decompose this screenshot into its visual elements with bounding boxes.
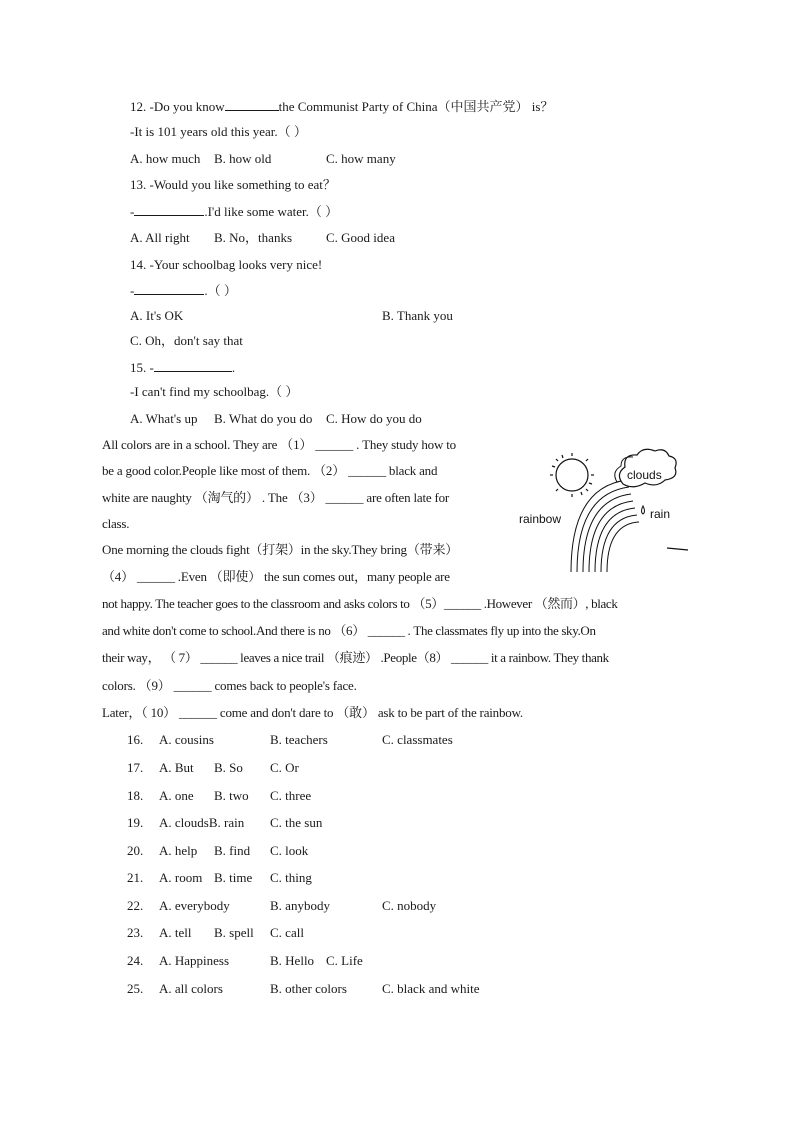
passage-line: One morning the clouds fight（打架）in the sky.They bring（带来） <box>102 542 459 557</box>
question-15-reply: -I can't find my schoolbag.（ ） <box>130 384 299 399</box>
answer-blank <box>154 359 232 372</box>
cloze-option-c: C. black and white <box>382 981 480 996</box>
passage-line: （4） ______ .Even （即使） the sun comes out，many people are <box>102 569 450 584</box>
cloze-option-c: C. thing <box>270 870 312 885</box>
passage-line: and white don't come to school.And there is no （6） ______ . The classmates fly up into the sky.On <box>102 623 596 638</box>
clouds-label: clouds <box>627 468 662 482</box>
cloze-option-b: B. anybody <box>270 898 330 913</box>
cloze-option-c: C. Life <box>326 953 363 968</box>
cloze-option-a: A. cousins <box>159 732 214 747</box>
raindrop-icon <box>642 506 645 514</box>
answer-blank <box>225 98 279 111</box>
passage-line: class. <box>102 516 130 531</box>
cloze-option-b: B. spell <box>214 925 254 940</box>
option-14-b: B. Thank you <box>382 308 453 323</box>
passage-line: their way， （ 7） ______ leaves a nice trail （痕迹） .People（8） ______ it a rainbow. They thank <box>102 650 609 665</box>
option-14-c: C. Oh，don't say that <box>130 333 243 348</box>
cloze-option-a: A. room <box>159 870 203 885</box>
cloze-option-b: B. find <box>214 843 251 858</box>
option-15-c: C. How do you do <box>326 411 422 426</box>
question-15: 15. - . <box>130 360 236 375</box>
cloze-option-b: B. time <box>214 870 253 885</box>
option-12-b: B. how old <box>214 151 272 166</box>
option-13-b: B. No，thanks <box>214 230 293 245</box>
passage-line: colors. （9） ______ comes back to people's face. <box>102 678 357 693</box>
question-13: 13. -Would you like something to eat？ <box>130 177 336 192</box>
option-12-c: C. how many <box>326 151 396 166</box>
option-15-a: A. What's up <box>130 411 198 426</box>
cloze-option-b: B. other colors <box>270 981 347 996</box>
cloze-option-a: A. Happiness <box>159 953 230 968</box>
cloze-number: 21. <box>127 870 144 885</box>
cloud-icon <box>615 449 676 487</box>
cloze-number: 16. <box>127 732 144 747</box>
passage-line: be a good color.People like most of them. （2） ______ black and <box>102 463 438 478</box>
cloze-option-a: A. one <box>159 788 194 803</box>
cloze-option-c: C. look <box>270 843 309 858</box>
cloze-option-c: C. nobody <box>382 898 437 913</box>
sun-icon <box>550 453 594 497</box>
cloze-option-a: A. all colors <box>159 981 223 996</box>
dash-mark <box>667 548 688 550</box>
question-13-reply: - .I'd like some water.（ ） <box>130 204 339 219</box>
cloze-option-a: A. But <box>159 760 194 775</box>
question-14-reply: - .（ ） <box>130 283 237 298</box>
cloze-option-c: C. the sun <box>270 815 323 830</box>
option-14-a: A. It's OK <box>130 308 184 323</box>
rainbow-illustration <box>515 442 695 577</box>
cloze-option-b: B. two <box>214 788 249 803</box>
cloze-option-a: A. help <box>159 843 198 858</box>
passage-line: Later，（ 10） ______ come and don't dare to （敢） ask to be part of the rainbow. <box>102 705 523 720</box>
cloze-number: 24. <box>127 953 144 968</box>
question-14: 14. -Your schoolbag looks very nice! <box>130 257 323 272</box>
rainbow-label: rainbow <box>519 512 562 526</box>
cloze-number: 22. <box>127 898 144 913</box>
question-12-reply: -It is 101 years old this year.（ ） <box>130 124 307 139</box>
cloze-number: 25. <box>127 981 144 996</box>
cloze-option-c: C. Or <box>270 760 299 775</box>
passage-line: not happy. The teacher goes to the classroom and asks colors to （5）______ .However （然而）, black <box>102 596 618 611</box>
cloze-number: 20. <box>127 843 144 858</box>
cloze-option-a: A. everybody <box>159 898 230 913</box>
question-12: 12. -Do you know the Communist Party of China（中国共产党） is？ <box>130 99 554 114</box>
cloze-number: 18. <box>127 788 144 803</box>
option-15-b: B. What do you do <box>214 411 313 426</box>
cloze-option-c: C. three <box>270 788 312 803</box>
cloze-option-b: B. teachers <box>270 732 328 747</box>
passage-line: All colors are in a school. They are （1） ______ . They study how to <box>102 437 456 452</box>
answer-blank <box>134 203 204 216</box>
cloze-option-a: A. tell <box>159 925 192 940</box>
rain-label: rain <box>650 507 671 521</box>
cloze-number: 17. <box>127 760 144 775</box>
option-12-a: A. how much <box>130 151 201 166</box>
cloze-option-c: C. classmates <box>382 732 453 747</box>
passage-line: white are naughty （淘气的） . The （3） ______ are often late for <box>102 490 450 505</box>
answer-blank <box>134 282 204 295</box>
cloze-option-b: B. So <box>214 760 243 775</box>
cloze-number: 23. <box>127 925 144 940</box>
option-13-c: C. Good idea <box>326 230 395 245</box>
cloze-option-c: C. call <box>270 925 304 940</box>
cloze-number: 19. <box>127 815 144 830</box>
cloze-option-b: B. Hello <box>270 953 315 968</box>
cloze-option-a: A. cloudsB. rain <box>159 815 245 830</box>
rainbow-drawing <box>515 442 695 577</box>
option-13-a: A. All right <box>130 230 190 245</box>
